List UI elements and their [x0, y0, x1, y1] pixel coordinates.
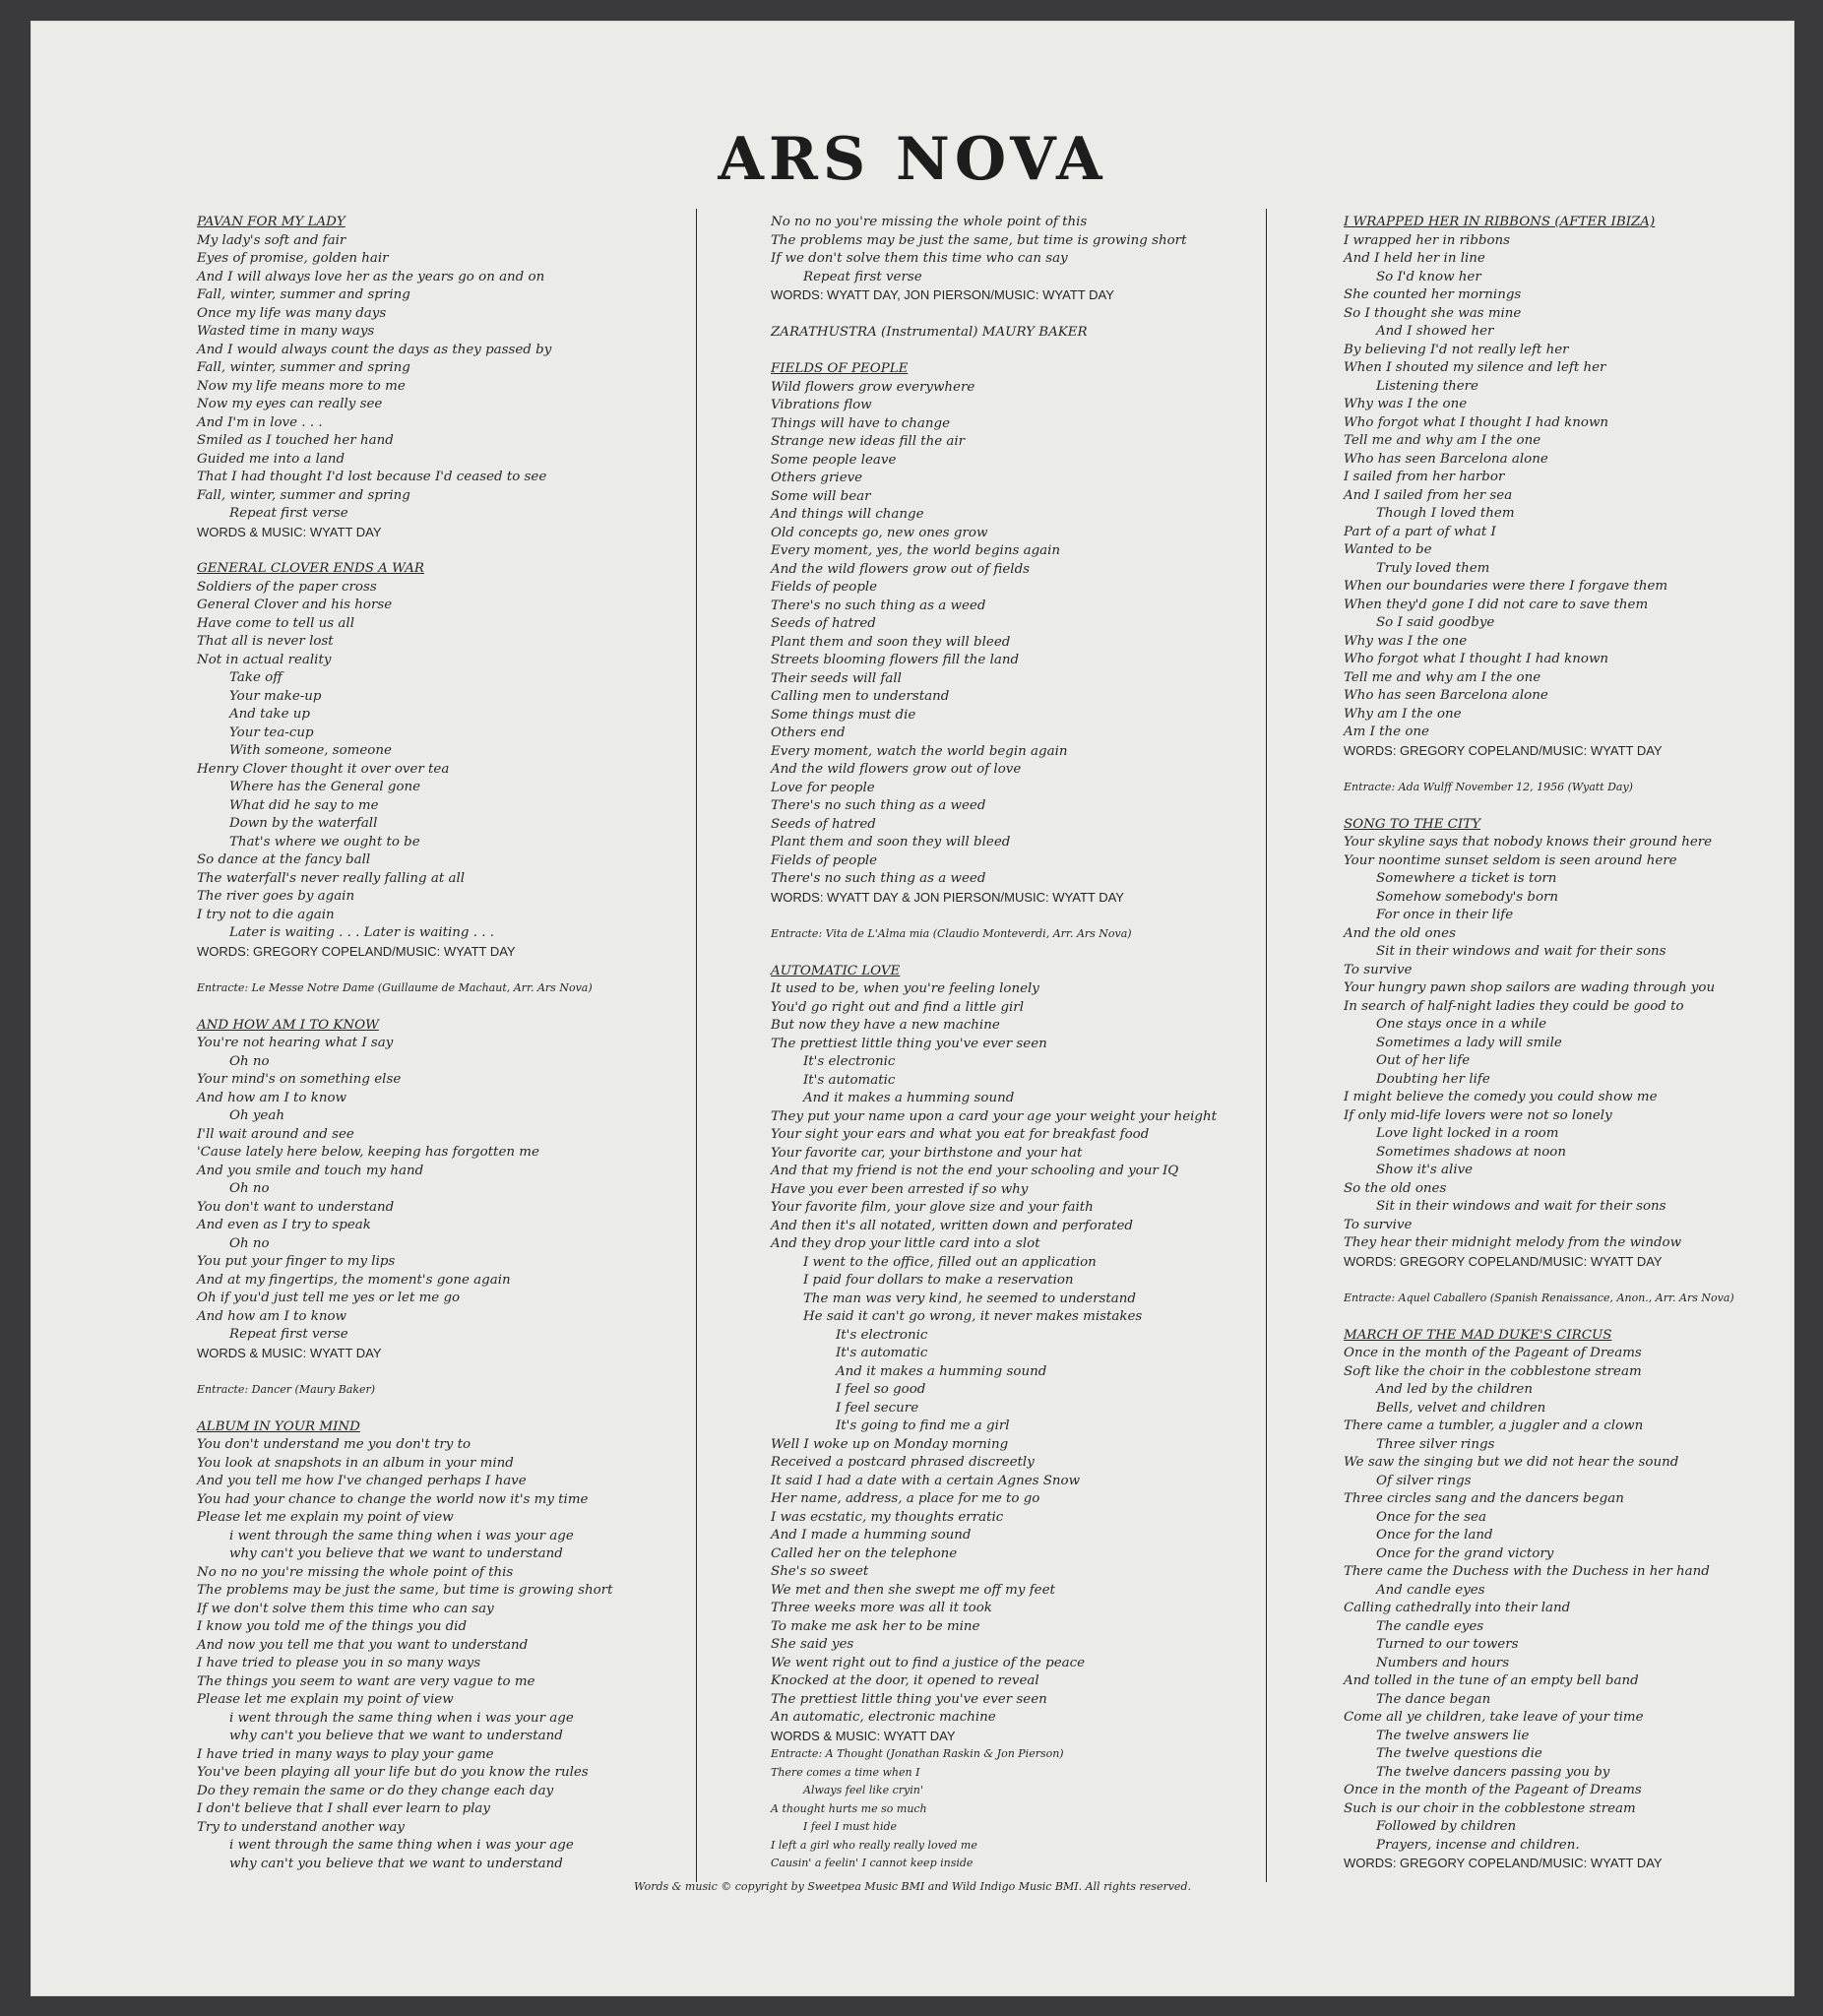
lyric-line: The problems may be just the same, but time is growing short [771, 232, 1187, 248]
lyric-line: Henry Clover thought it over over tea [197, 761, 450, 777]
lyric-line: So the old ones [1344, 1180, 1447, 1196]
lyric-line: why can't you believe that we want to understand [229, 1729, 563, 1743]
lyric-line: It said I had a date with a certain Agnes Snow [771, 1473, 1081, 1488]
lyric-line: Sometimes shadows at noon [1376, 1144, 1566, 1160]
lyric-line: And the wild flowers grow out of fields [771, 561, 1031, 577]
entracte-line: I feel I must hide [803, 1820, 898, 1833]
lyric-line: And you tell me how I've changed perhaps I have [197, 1474, 527, 1488]
lyric-line: And I sailed from her sea [1344, 487, 1513, 503]
song-credits: WORDS & MUSIC: WYATT DAY [771, 1728, 956, 1743]
song-credits: WORDS & MUSIC: WYATT DAY [197, 1345, 382, 1360]
lyric-line: i went through the same thing when i was your age [229, 1838, 574, 1853]
lyric-line: Have you ever been arrested if so why [771, 1181, 1029, 1197]
lyric-line: And the wild flowers grow out of love [771, 762, 1022, 777]
lyric-line: The prettiest little thing you've ever seen [771, 1036, 1047, 1051]
lyric-line: Old concepts go, new ones grow [771, 525, 988, 540]
lyric-line: Knocked at the door, it opened to reveal [771, 1673, 1039, 1688]
lyric-line: You put your finger to my lips [197, 1254, 396, 1269]
lyric-line: Vibrations flow [771, 398, 872, 412]
lyric-line: Listening there [1376, 378, 1478, 394]
lyric-line: Why am I the one [1344, 706, 1462, 722]
lyric-line: And at my fingertips, the moment's gone again [197, 1272, 511, 1288]
song-title: GENERAL CLOVER ENDS A WAR [197, 561, 424, 576]
lyrics-column-2 [771, 214, 1217, 1873]
lyric-line: Fall, winter, summer and spring [197, 360, 410, 375]
lyric-line: It's automatic [836, 1346, 928, 1360]
lyric-line: Strange new ideas fill the air [771, 434, 966, 449]
lyrics-column-3 [1344, 214, 1734, 1873]
lyric-line: General Clover and his horse [197, 598, 393, 612]
lyric-line: Why was I the one [1344, 633, 1468, 649]
spacer [771, 305, 1217, 324]
entracte-line: Entracte: Ada Wulff November 12, 1956 (Wyatt Day) [1344, 781, 1633, 793]
lyric-line: Numbers and hours [1376, 1655, 1510, 1670]
lyric-line: Your make-up [229, 688, 322, 704]
lyric-line: Down by the waterfall [229, 816, 378, 831]
lyric-line: Am I the one [1344, 724, 1429, 739]
lyric-line: When our boundaries were there I forgave them [1344, 579, 1668, 594]
lyric-line: Your mind's on something else [197, 1072, 402, 1087]
lyric-line: It's electronic [803, 1054, 896, 1069]
entracte-line: There comes a time when I [771, 1765, 920, 1779]
lyric-line: You look at snapshots in an album in your mind [197, 1455, 514, 1471]
lyric-line: Take off [229, 670, 283, 685]
entracte-line: Entracte: Vita de L'Alma mia (Claudio Monteverdi, Arr. Ars Nova) [771, 927, 1132, 940]
lyric-line: Soft like the choir in the cobblestone stream [1344, 1363, 1642, 1379]
spacer [1344, 797, 1734, 816]
spacer [1344, 1308, 1734, 1327]
lyric-line: ZARATHUSTRA (Instrumental) MAURY BAKER [771, 324, 1088, 340]
song-title: AUTOMATIC LOVE [771, 963, 901, 978]
lyric-line: Plant them and soon they will bleed [771, 634, 1011, 650]
song-title: MARCH OF THE MAD DUKE'S CIRCUS [1344, 1327, 1612, 1343]
lyric-line: Out of her life [1376, 1053, 1471, 1068]
lyric-line: Tell me and why am I the one [1344, 669, 1541, 685]
lyric-line: To survive [1344, 962, 1413, 977]
song-credits: WORDS: GREGORY COPELAND/MUSIC: WYATT DAY [197, 943, 516, 959]
lyric-line: Things will have to change [771, 415, 951, 431]
lyric-line: Calling men to understand [771, 689, 950, 704]
song-credits: WORDS: WYATT DAY, JON PIERSON/MUSIC: WYATT DAY [771, 287, 1114, 302]
lyric-line: For once in their life [1376, 908, 1514, 922]
lyric-line: Truly loved them [1376, 560, 1490, 576]
lyric-line: Somehow somebody's born [1376, 889, 1559, 905]
entracte-line: Entracte: Dancer (Maury Baker) [197, 1383, 376, 1396]
lyric-line: Wanted to be [1344, 542, 1432, 557]
lyric-line: The dance began [1376, 1691, 1491, 1707]
lyric-line: I have tried in many ways to play your game [197, 1746, 494, 1762]
lyric-line: The man was very kind, he seemed to understand [803, 1291, 1136, 1306]
lyric-line: Plant them and soon they will bleed [771, 835, 1011, 850]
lyric-line: why can't you believe that we want to understand [229, 1856, 563, 1871]
lyric-line: Once my life was many days [197, 305, 387, 321]
lyric-line: It used to be, when you're feeling lonely [771, 981, 1039, 996]
lyric-line: Please let me explain my point of view [197, 1510, 454, 1525]
lyric-line: And take up [229, 707, 310, 722]
lyric-line: They put your name upon a card your age your weight your height [771, 1108, 1217, 1124]
lyric-line: Sometimes a lady will smile [1376, 1035, 1562, 1050]
lyric-line: Your noontime sunset seldom is seen around here [1344, 852, 1677, 868]
lyric-line: No no no you're missing the whole point of this [771, 215, 1088, 229]
lyric-line: Wild flowers grow everywhere [771, 379, 975, 395]
lyric-line: Do they remain the same or do they change each day [197, 1783, 554, 1798]
lyric-line: I'll wait around and see [197, 1126, 354, 1142]
lyric-line: And things will change [771, 507, 924, 522]
lyric-line: Once for the sea [1376, 1509, 1486, 1525]
song-title: PAVAN FOR MY LADY [197, 215, 346, 229]
lyric-line: Guided me into a land [197, 451, 346, 467]
entracte-line: I left a girl who really really loved me [771, 1838, 977, 1852]
lyric-line: He said it can't go wrong, it never makes mistakes [803, 1309, 1143, 1324]
lyric-line: I went to the office, filled out an application [803, 1254, 1097, 1270]
lyric-line: Try to understand another way [197, 1819, 405, 1835]
lyric-line: And I made a humming sound [771, 1528, 972, 1543]
lyric-line: They hear their midnight melody from the window [1344, 1235, 1682, 1250]
lyric-line: So dance at the fancy ball [197, 852, 371, 867]
lyric-line: I have tried to please you in so many ways [197, 1656, 481, 1670]
lyric-line: Seeds of hatred [771, 816, 876, 832]
spacer [771, 944, 1217, 963]
lyric-line: And I will always love her as the years go on and on [197, 269, 545, 284]
lyric-line: It's going to find me a girl [836, 1418, 1010, 1433]
spacer [1344, 760, 1734, 779]
lyric-line: Their seeds will fall [771, 670, 902, 686]
lyric-line: Doubting her life [1376, 1071, 1490, 1087]
lyric-line: Soldiers of the paper cross [197, 579, 377, 595]
lyric-line: Eyes of promise, golden hair [197, 251, 389, 266]
spacer [771, 907, 1217, 925]
lyric-line: If we don't solve them this time who can say [771, 251, 1068, 266]
lyric-line: My lady's soft and fair [197, 232, 346, 248]
lyric-line: Who forgot what I thought I had known [1344, 414, 1609, 430]
lyric-line: She counted her mornings [1344, 287, 1522, 302]
lyric-line: Your hungry pawn shop sailors are wading through you [1344, 980, 1716, 995]
lyric-line: To survive [1344, 1217, 1413, 1232]
lyric-line: Later is waiting . . . Later is waiting . . . [229, 925, 495, 940]
lyric-line: By believing I'd not really left her [1344, 342, 1569, 357]
lyric-line: And that my friend is not the end your schooling and your IQ [771, 1164, 1179, 1178]
lyric-line: That I had thought I'd lost because I'd ceased to see [197, 470, 547, 484]
spacer [197, 998, 612, 1017]
lyric-line: 'Cause lately here below, keeping has forgotten me [197, 1145, 539, 1160]
song-title: I WRAPPED HER IN RIBBONS (AFTER IBIZA) [1344, 215, 1656, 229]
lyric-line: Three weeks more was all it took [771, 1601, 992, 1615]
lyric-line: Why was I the one [1344, 397, 1468, 411]
spacer [197, 961, 612, 979]
lyric-line: I try not to die again [197, 907, 335, 922]
lyric-line: And it makes a humming sound [803, 1091, 1015, 1105]
lyric-line: Your tea-cup [229, 724, 314, 740]
lyric-line: Once for the land [1376, 1528, 1493, 1543]
lyric-line: Fall, winter, summer and spring [197, 487, 410, 503]
column-divider-left [696, 209, 697, 1882]
column-divider-right [1266, 209, 1267, 1882]
lyric-line: That all is never lost [197, 634, 334, 649]
lyric-line: Others end [771, 725, 846, 740]
lyric-line: I don't believe that I shall ever learn to play [197, 1801, 490, 1816]
lyric-line: Who has seen Barcelona alone [1344, 688, 1548, 703]
lyric-line: No no no you're missing the whole point of this [197, 1564, 514, 1580]
lyric-line: So I'd know her [1376, 269, 1481, 284]
lyric-line: We went right out to find a justice of the peace [771, 1655, 1086, 1670]
lyric-line: One stays once in a while [1376, 1017, 1547, 1032]
lyric-line: You'd go right out and find a little girl [771, 999, 1024, 1015]
lyric-line: Your favorite car, your birthstone and your hat [771, 1145, 1083, 1161]
lyric-line: I feel so good [836, 1382, 926, 1397]
lyric-line: That's where we ought to be [229, 834, 420, 850]
lyric-line: We saw the singing but we did not hear the sound [1344, 1455, 1679, 1470]
lyric-line: To make me ask her to be mine [771, 1618, 980, 1634]
lyric-line: Turned to our towers [1376, 1637, 1519, 1652]
lyric-line: Oh yeah [229, 1108, 284, 1123]
lyric-line: The things you seem to want are very vague to me [197, 1673, 535, 1689]
entracte-line: Causin' a feelin' I cannot keep inside [771, 1857, 974, 1869]
lyric-line: And candle eyes [1376, 1582, 1485, 1598]
lyric-line: And led by the children [1376, 1382, 1533, 1397]
lyric-line: What did he say to me [229, 797, 379, 813]
lyric-line: Oh no [229, 1181, 270, 1196]
lyric-line: So I thought she was mine [1344, 305, 1522, 321]
lyric-line: Somewhere a ticket is torn [1376, 871, 1557, 886]
lyric-line: And how am I to know [197, 1308, 346, 1324]
lyric-line: And it makes a humming sound [836, 1363, 1047, 1379]
song-credits: WORDS: GREGORY COPELAND/MUSIC: WYATT DAY [1344, 1253, 1663, 1269]
lyric-line: The prettiest little thing you've ever seen [771, 1691, 1047, 1707]
lyric-line: Seeds of hatred [771, 616, 876, 631]
lyric-line: And then it's all notated, written down and perforated [771, 1218, 1133, 1233]
lyric-line: I know you told me of the things you did [197, 1619, 468, 1634]
lyric-line: Love light locked in a room [1376, 1126, 1559, 1141]
lyric-line: Part of a part of what I [1344, 524, 1496, 539]
lyric-line: The problems may be just the same, but time is growing short [197, 1583, 613, 1598]
lyric-line: It's electronic [836, 1327, 928, 1343]
lyric-line: Three circles sang and the dancers began [1344, 1491, 1624, 1506]
lyric-line: The river goes by again [197, 889, 355, 904]
lyric-line: Love for people [771, 780, 875, 795]
song-title: ALBUM IN YOUR MIND [197, 1418, 360, 1434]
lyric-line: Wasted time in many ways [197, 324, 375, 339]
lyric-line: There's no such thing as a weed [771, 871, 986, 886]
lyric-line: Sit in their windows and wait for their sons [1376, 1199, 1666, 1214]
entracte-line: A thought hurts me so much [771, 1801, 927, 1815]
lyric-line: Your sight your ears and what you eat for breakfast food [771, 1127, 1150, 1142]
lyric-line: Called her on the telephone [771, 1545, 958, 1561]
lyric-line: Some people leave [771, 452, 897, 468]
lyric-line: And the old ones [1344, 925, 1456, 941]
lyric-line: The twelve dancers passing you by [1376, 1764, 1610, 1780]
lyric-line: Smiled as I touched her hand [197, 433, 394, 448]
lyric-line: Some will bear [771, 488, 871, 504]
entracte-line: Entracte: Le Messe Notre Dame (Guillaume de Machaut, Arr. Ars Nova) [197, 981, 593, 994]
lyric-line: If we don't solve them this time who can say [197, 1601, 494, 1616]
lyric-line: Your favorite film, your glove size and your faith [771, 1200, 1094, 1215]
lyric-line: And I'm in love . . . [197, 414, 323, 430]
lyric-line: Now my eyes can really see [197, 397, 383, 411]
lyric-line: I wrapped her in ribbons [1344, 232, 1511, 248]
lyric-line: Repeat first verse [229, 1327, 348, 1342]
lyrics-column-1 [197, 214, 612, 1873]
spacer [197, 541, 612, 560]
lyric-line: There came the Duchess with the Duchess in her hand [1344, 1564, 1710, 1579]
lyric-line: The twelve questions die [1376, 1746, 1542, 1761]
lyric-line: When they'd gone I did not care to save them [1344, 597, 1649, 612]
lyric-line: Where has the General gone [229, 780, 421, 794]
lyric-line: I sailed from her harbor [1344, 470, 1505, 484]
song-credits: WORDS: GREGORY COPELAND/MUSIC: WYATT DAY [1344, 742, 1663, 758]
lyric-line: why can't you believe that we want to understand [229, 1546, 563, 1561]
lyric-line: And I showed her [1376, 324, 1494, 339]
lyric-line: Fields of people [771, 852, 878, 868]
lyric-line: Tell me and why am I the one [1344, 433, 1541, 448]
lyric-line: Who has seen Barcelona alone [1344, 451, 1548, 467]
lyric-line: It's automatic [803, 1072, 896, 1088]
lyric-line: Of silver rings [1376, 1473, 1472, 1488]
lyric-line: Your skyline says that nobody knows their ground here [1344, 835, 1713, 850]
lyric-line: Repeat first verse [229, 506, 348, 521]
spacer [197, 1400, 612, 1418]
lyric-line: And how am I to know [197, 1090, 346, 1105]
lyric-line: And they drop your little card into a slot [771, 1236, 1040, 1251]
lyric-line: Oh no [229, 1235, 270, 1251]
lyric-line: We met and then she swept me off my feet [771, 1582, 1055, 1598]
lyric-line: Not in actual reality [197, 652, 332, 667]
lyric-line: Received a postcard phrased discreetly [771, 1455, 1035, 1470]
lyric-line: Who forgot what I thought I had known [1344, 652, 1609, 666]
lyric-line: And I would always count the days as they passed by [197, 342, 552, 357]
spacer [771, 342, 1217, 360]
lyric-line: Now my life means more to me [197, 378, 406, 394]
lyric-line: The twelve answers lie [1376, 1728, 1530, 1743]
lyric-line: Every moment, yes, the world begins again [771, 543, 1061, 558]
lyric-line: Three silver rings [1376, 1436, 1495, 1452]
entracte-line: Always feel like cryin' [803, 1784, 923, 1796]
lyric-line: Show it's alive [1376, 1163, 1474, 1177]
song-title: FIELDS OF PEOPLE [771, 361, 909, 376]
lyric-line: You had your chance to change the world now it's my time [197, 1491, 589, 1507]
lyric-line: Come all ye children, take leave of your time [1344, 1710, 1644, 1725]
entracte-line: Entracte: A Thought (Jonathan Raskin & Jon Pierson) [771, 1747, 1064, 1760]
lyric-line: I might believe the comedy you could show me [1344, 1090, 1658, 1104]
lyric-sheet [31, 22, 1793, 1995]
lyric-line: Prayers, incense and children. [1376, 1837, 1580, 1853]
lyric-line: Once in the month of the Pageant of Dreams [1344, 1346, 1642, 1360]
song-title: SONG TO THE CITY [1344, 816, 1480, 832]
lyric-line: Have come to tell us all [197, 615, 354, 631]
song-title: AND HOW AM I TO KNOW [197, 1017, 379, 1033]
lyric-line: Well I woke up on Monday morning [771, 1436, 1009, 1452]
lyric-line: i went through the same thing when i was your age [229, 1528, 574, 1544]
lyric-line: Fall, winter, summer and spring [197, 287, 410, 302]
lyric-line: Such is our choir in the cobblestone stream [1344, 1800, 1636, 1816]
lyric-line: When I shouted my silence and left her [1344, 360, 1606, 375]
song-credits: WORDS: WYATT DAY & JON PIERSON/MUSIC: WYATT DAY [771, 889, 1124, 905]
page-title: ARS NOVA [718, 125, 1107, 194]
spacer [197, 1362, 612, 1381]
lyric-line: There's no such thing as a weed [771, 598, 986, 613]
lyric-line: Fields of people [771, 580, 878, 595]
lyric-line: Followed by children [1376, 1819, 1517, 1834]
lyric-line: There's no such thing as a weed [771, 798, 986, 813]
lyric-line: An automatic, electronic machine [771, 1710, 996, 1725]
entracte-line: Entracte: Aquel Caballero (Spanish Renaissance, Anon., Arr. Ars Nova) [1344, 1292, 1734, 1304]
lyric-line: Her name, address, a place for me to go [771, 1491, 1040, 1506]
lyric-line: In search of half-night ladies they could be good to [1344, 998, 1684, 1014]
lyric-line: Some things must die [771, 707, 916, 723]
lyric-line: Once for the grand victory [1376, 1545, 1554, 1561]
lyric-line: She said yes [771, 1637, 854, 1652]
song-credits: WORDS & MUSIC: WYATT DAY [197, 524, 382, 539]
lyric-line: Sit in their windows and wait for their sons [1376, 944, 1666, 959]
lyric-line: With someone, someone [229, 743, 392, 758]
lyric-line: Streets blooming flowers fill the land [771, 653, 1020, 667]
spacer [1344, 1271, 1734, 1290]
lyric-line: Though I loved them [1376, 506, 1515, 521]
song-credits: WORDS: GREGORY COPELAND/MUSIC: WYATT DAY [1344, 1856, 1663, 1870]
lyric-line: So I said goodbye [1376, 615, 1495, 630]
lyric-line: But now they have a new machine [771, 1018, 1000, 1033]
lyric-line: I feel secure [836, 1400, 919, 1416]
lyric-line: And even as I try to speak [197, 1218, 371, 1232]
lyric-line: Oh no [229, 1053, 270, 1069]
lyric-line: You don't want to understand [197, 1199, 395, 1215]
lyric-line: You don't understand me you don't try to [197, 1437, 471, 1452]
lyric-line: And tolled in the tune of an empty bell band [1344, 1673, 1639, 1688]
lyric-line: If only mid-life lovers were not so lonely [1344, 1107, 1612, 1123]
lyric-line: The waterfall's never really falling at all [197, 870, 466, 886]
lyric-line: I was ecstatic, my thoughts erratic [771, 1509, 1004, 1525]
lyric-line: I paid four dollars to make a reservation [803, 1273, 1074, 1288]
lyric-line: Every moment, watch the world begin again [771, 743, 1068, 759]
lyric-line: You've been playing all your life but do you know the rules [197, 1765, 589, 1780]
lyric-line: Once in the month of the Pageant of Dreams [1344, 1783, 1642, 1797]
lyric-line: And now you tell me that you want to understand [197, 1637, 529, 1653]
lyric-line: And I held her in line [1344, 251, 1485, 266]
lyric-line: Repeat first verse [803, 269, 922, 284]
lyric-line: Bells, velvet and children [1376, 1400, 1546, 1416]
copyright-footer: Words & music © copyright by Sweetpea Music BMI and Wild Indigo Music BMI. All rights reserved. [634, 1880, 1191, 1893]
lyric-line: The candle eyes [1376, 1618, 1484, 1634]
lyric-line: Oh if you'd just tell me yes or let me go [197, 1291, 461, 1305]
lyric-line: i went through the same thing when i was your age [229, 1710, 574, 1726]
lyric-line: She's so sweet [771, 1564, 869, 1579]
lyric-line: Please let me explain my point of view [197, 1692, 454, 1707]
lyric-line: Calling cathedrally into their land [1344, 1601, 1571, 1615]
lyric-line: Others grieve [771, 471, 863, 485]
lyric-line: There came a tumbler, a juggler and a clown [1344, 1418, 1644, 1433]
lyric-line: You're not hearing what I say [197, 1036, 394, 1050]
lyric-line: And you smile and touch my hand [197, 1163, 424, 1178]
